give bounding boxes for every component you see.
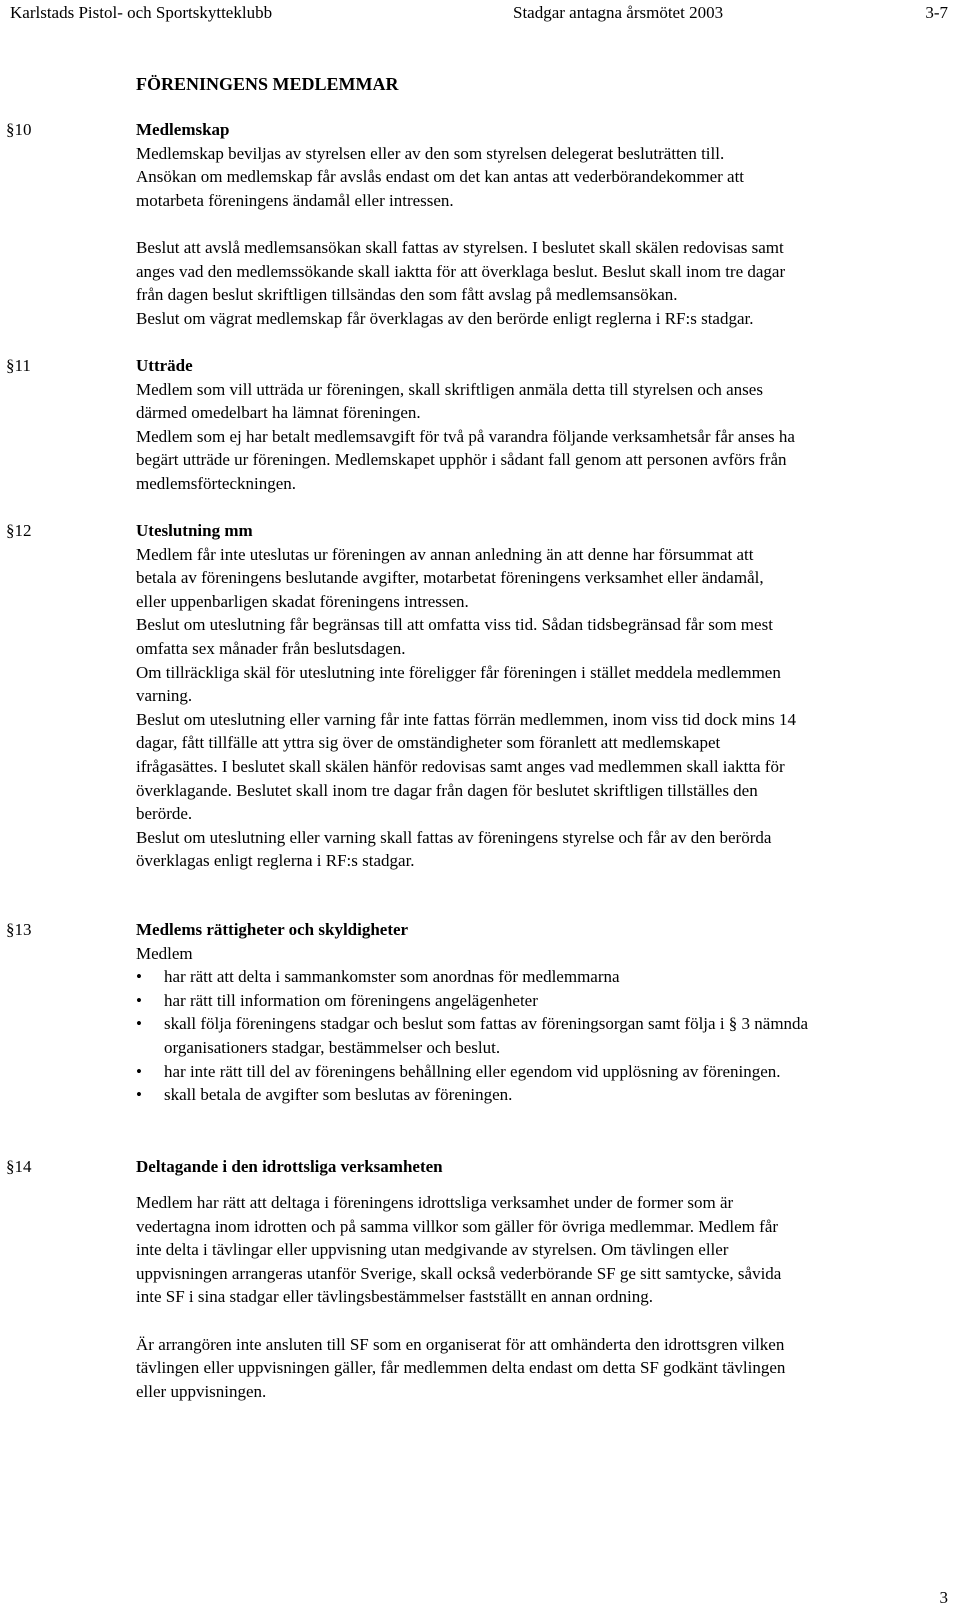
text-line: från dagen beslut skriftligen tillsändas den som fått avslag på medlemsansökan. <box>136 285 678 305</box>
paragraph-number: §12 <box>6 521 32 540</box>
paragraph-body <box>136 543 946 873</box>
paragraph-number: §14 <box>6 1157 32 1176</box>
paragraph-heading: Uteslutning mm <box>136 521 253 540</box>
text-line: Beslut att avslå medlemsansökan skall fattas av styrelsen. I beslutet skall skälen redovisas samt <box>136 237 784 257</box>
text-line: varning. <box>136 686 193 706</box>
text-line: Medlem har rätt att deltaga i föreningens idrottsliga verksamhet under de former som är <box>136 1193 734 1212</box>
text-line: Medlem som ej har betalt medlemsavgift för två på varandra följande verksamhetsår får anses ha <box>136 426 795 446</box>
text-line: omfatta sex månader från beslutsdagen. <box>136 638 406 658</box>
text-line: motarbeta föreningens ändamål eller intressen. <box>136 190 454 210</box>
paragraph-body <box>136 142 946 331</box>
text-line: överklagande. Beslutet skall inom tre dagar från dagen för beslutet skriftligen tillställes den <box>136 780 758 800</box>
page-header <box>0 0 960 26</box>
text-line: överklagas enligt reglerna i RF:s stadgar. <box>136 851 415 871</box>
text-line: Är arrangören inte ansluten till SF som en organiserat för att omhänderta den idrottsgren vilken <box>136 1334 785 1354</box>
text-line: Medlem <box>136 943 193 963</box>
list-item: • skall följa föreningens stadgar och beslut som fattas av föreningsorgan samt följa i § 3 nämnda organisationers stadgar, bestämmelser och beslut. <box>136 1012 816 1059</box>
paragraph-body <box>136 378 946 496</box>
text-line: anges vad den medlemssökande skall iaktta för att överklaga beslut. Beslut skall inom tre dagar <box>136 261 786 281</box>
text-line: Beslut om uteslutning eller varning skall fattas av föreningens styrelse och får av den berörda <box>136 827 772 847</box>
text-line: Beslut om vägrat medlemskap får överklagas av den berörde enligt reglerna i RF:s stadgar. <box>136 308 754 328</box>
text-line: medlemsförteckningen. <box>136 473 297 493</box>
list-item: • har inte rätt till del av föreningens behållning eller egendom vid upplösning av föreningen. <box>136 1060 816 1084</box>
paragraph-heading: Medlems rättigheter och skyldigheter <box>136 920 409 939</box>
paragraph-heading: Deltagande i den idrottsliga verksamheten <box>136 1157 443 1176</box>
header-page-range: 3-7 <box>925 3 948 22</box>
paragraph-body <box>136 1191 946 1403</box>
text-line: dagar, fått tillfälle att yttra sig över de omständigheter som föranlett att medlemskapet <box>136 733 721 753</box>
header-club-name: Karlstads Pistol- och Sportskytteklubb <box>10 3 273 22</box>
text-line: Om tillräckliga skäl för uteslutning inte föreligger får föreningen i stället meddela medlemmen <box>136 662 781 682</box>
header-document-title: Stadgar antagna årsmötet 2003 <box>513 3 724 22</box>
paragraph-number: §11 <box>6 356 31 375</box>
text-line: eller uppvisningen. <box>136 1381 267 1401</box>
text-line: ifrågasättes. I beslutet skall skälen hänför redovisas samt anges vad medlemmen skall iaktta för <box>136 756 785 776</box>
text-line: Ansökan om medlemskap får avslås endast om det kan antas att vederbörandekommer att <box>136 167 745 187</box>
text-line: eller uppenbarligen skadat föreningens intressen. <box>136 591 469 611</box>
text-line: inte delta i tävlingar eller uppvisning utan medgivande av styrelsen. Om tävlingen eller <box>136 1240 729 1260</box>
page-number: 3 <box>939 1588 948 1608</box>
text-line: berörde. <box>136 804 193 824</box>
paragraph-heading: Utträde <box>136 356 193 375</box>
paragraph-number: §10 <box>6 120 32 139</box>
text-line: vedertagna inom idrotten och på samma villkor som gäller för övriga medlemmar. Medlem får <box>136 1216 779 1236</box>
text-line: uppvisningen arrangeras utanför Sverige, skall också vederbörande SF ge sitt samtycke, såvida <box>136 1263 782 1283</box>
list-item: • skall betala de avgifter som beslutas av föreningen. <box>136 1083 816 1107</box>
text-line: Medlemskap beviljas av styrelsen eller av den som styrelsen delegerat besluträtten till. <box>136 143 725 163</box>
rights-list <box>136 965 816 1107</box>
text-line: därmed omedelbart ha lämnat föreningen. <box>136 403 421 423</box>
list-item: • har rätt att delta i sammankomster som anordnas för medlemmarna <box>136 965 816 989</box>
text-line: Medlem som vill utträda ur föreningen, skall skriftligen anmäla detta till styrelsen och anses <box>136 379 763 399</box>
text-line: Beslut om uteslutning får begränsas till att omfatta viss tid. Sådan tidsbegränsad får som mest <box>136 615 773 635</box>
section-title: FÖRENINGENS MEDLEMMAR <box>136 74 399 94</box>
text-line: Beslut om uteslutning eller varning får inte fattas förrän medlemmen, inom viss tid dock mins 14 <box>136 709 797 729</box>
paragraph-number: §13 <box>6 920 32 939</box>
text-line: inte SF i sina stadgar eller tävlingsbestämmelser fastställt en annan ordning. <box>136 1287 653 1307</box>
list-item: • har rätt till information om föreningens angelägenheter <box>136 989 816 1013</box>
text-line: Medlem får inte uteslutas ur föreningen av annan anledning än att denne har försummat att <box>136 544 754 564</box>
paragraph-heading: Medlemskap <box>136 120 230 139</box>
text-line: begärt utträde ur föreningen. Medlemskapet upphör i sådant fall genom att personen avförs från <box>136 450 787 470</box>
text-line: betala av föreningens beslutande avgifter, motarbetat föreningens verksamhet eller ändamål, <box>136 568 764 588</box>
text-line: tävlingen eller uppvisningen gäller, får medlemmen delta endast om detta SF godkänt tävlingen <box>136 1358 786 1378</box>
paragraph-body <box>136 942 816 1107</box>
